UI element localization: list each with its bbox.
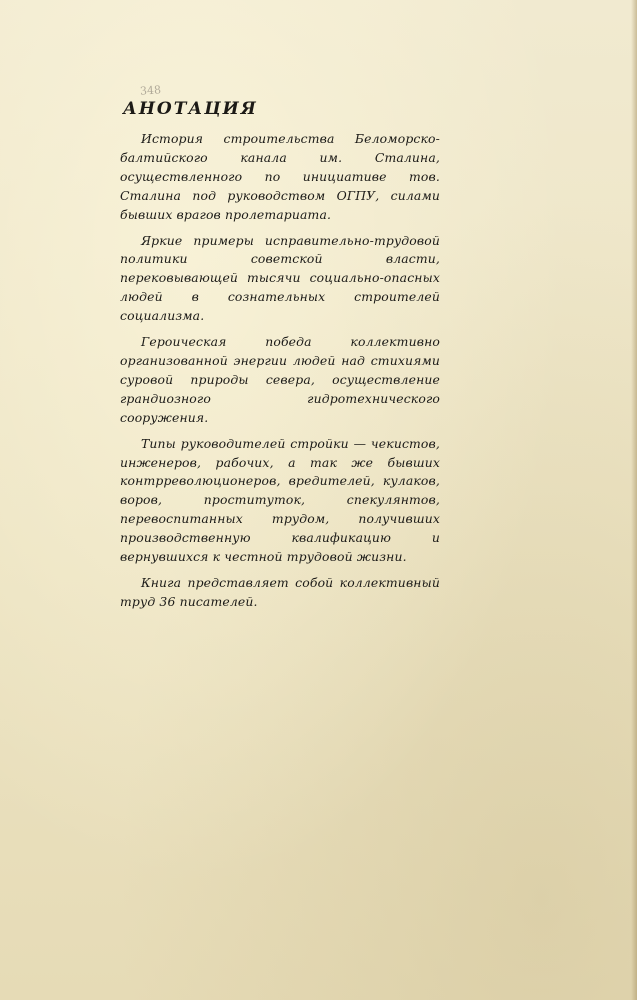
paragraph-victory: Героическая победа коллективно организованной энергии людей над стихиями суровой природы севера, осуществление грандиозного гидротехнического сооружения. <box>120 334 440 425</box>
pencil-mark: 348 <box>139 83 162 98</box>
page-heading: АНОТАЦИЯ <box>123 99 258 119</box>
paragraph-types: Типы руководителей стройки — чекистов, инженеров, рабочих, а так же бывших контрреволюционеров, вредителей, кулаков, воров, проституток, спекулянтов, перевоспитанных трудом, получивших производственную квалификацию и вернувшихся к честной трудовой жизни. <box>120 435 440 565</box>
annotation-body <box>120 130 440 619</box>
page-edge-shadow <box>631 0 637 1000</box>
paragraph-history: История строительства Беломорско-балтийского канала им. Сталина, осуществленного по инициативе тов. Сталина под руководством ОГПУ, силами бывших врагов пролетариата. <box>120 131 440 222</box>
paragraph-authors: Книга представляет собой коллективный труд 36 писателей. <box>120 574 440 609</box>
paragraph-examples: Яркие примеры исправительно-трудовой политики советской власти, перековывающей тысячи социально-опасных людей в сознательных строителей социализма. <box>120 232 440 324</box>
